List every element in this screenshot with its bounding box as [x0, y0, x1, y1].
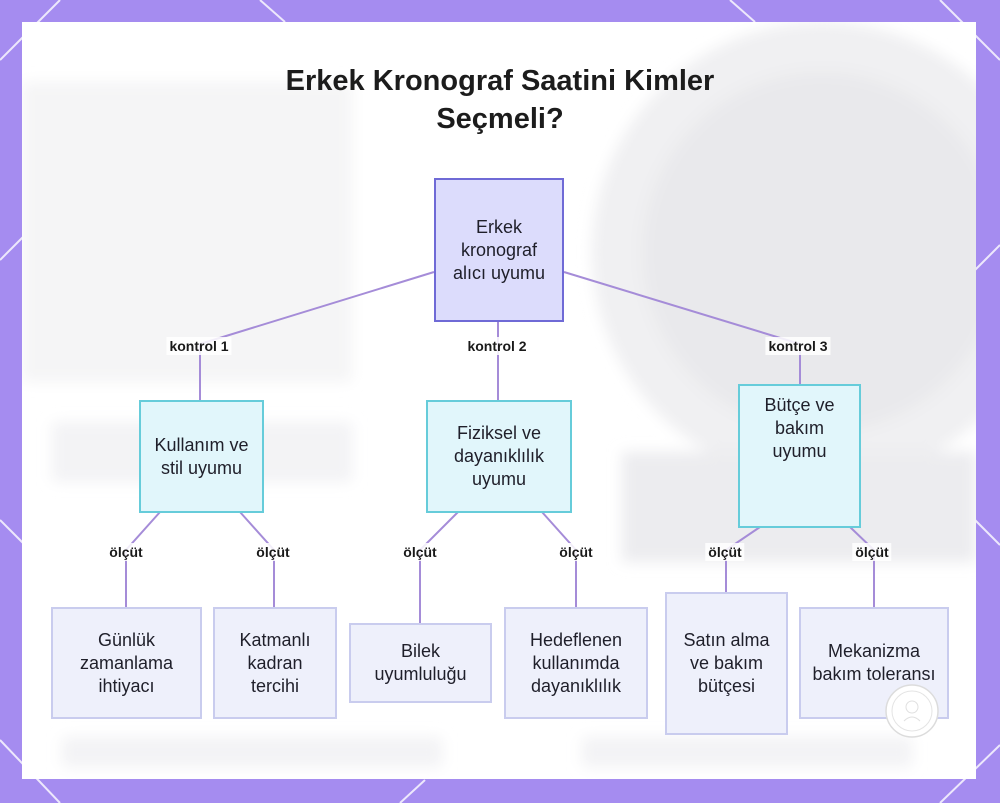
- leaf-node-layered-dial: [213, 607, 337, 719]
- branch-node-physical-durability: [426, 400, 572, 513]
- edge-label-olcut: ölçüt: [705, 543, 744, 561]
- edge-label-kontrol-3: kontrol 3: [765, 337, 830, 355]
- leaf-node-daily-timing: [51, 607, 202, 719]
- connector-branch-3-leaf-2: [850, 527, 874, 607]
- seal-icon: [884, 683, 940, 739]
- leaf-node-label: Satın alma ve bakım bütçesi: [683, 630, 770, 696]
- leaf-node-label: Bilek uyumluluğu: [374, 641, 467, 684]
- connector-branch-2-leaf-1: [420, 512, 458, 623]
- leaf-node-label: Katmanlı kadran tercihi: [239, 629, 311, 696]
- edge-label-olcut: ölçüt: [852, 543, 891, 561]
- leaf-node-wrist-fit: [349, 623, 492, 703]
- leaf-node-label: Hedeflenen kullanımda dayanıklılık: [529, 629, 623, 696]
- branch-node-label: Bütçe ve bakım uyumu: [764, 395, 835, 461]
- leaf-node-label: Günlük zamanlama ihtiyacı: [79, 629, 174, 696]
- leaf-node-durability-use: [504, 607, 648, 719]
- leaf-node-purchase-budget: [665, 592, 788, 735]
- connector-root-branch-3: [564, 272, 800, 344]
- connector-root-branch-1: [200, 272, 434, 344]
- title-line-1: Erkek Kronograf Saatini Kimler: [285, 65, 715, 97]
- leaf-node-label: Mekanizma bakım toleransı: [812, 641, 936, 684]
- branch-node-budget-maintenance: [738, 384, 861, 528]
- edge-label-olcut: ölçüt: [253, 543, 292, 561]
- branch-node-label: Kullanım ve stil uyumu: [154, 434, 249, 478]
- edge-label-olcut: ölçüt: [556, 543, 595, 561]
- title-line-2: Seçmeli?: [436, 103, 564, 135]
- edge-label-olcut: ölçüt: [106, 543, 145, 561]
- edge-label-kontrol-1: kontrol 1: [166, 337, 231, 355]
- edge-label-kontrol-2: kontrol 2: [464, 337, 529, 355]
- root-node: [434, 178, 564, 322]
- edge-label-olcut: ölçüt: [400, 543, 439, 561]
- branch-node-usage-style: [139, 400, 264, 513]
- branch-node-label: Fiziksel ve dayanıklılık uyumu: [453, 423, 545, 489]
- root-node-label: Erkek kronograf alıcı uyumu: [452, 216, 546, 283]
